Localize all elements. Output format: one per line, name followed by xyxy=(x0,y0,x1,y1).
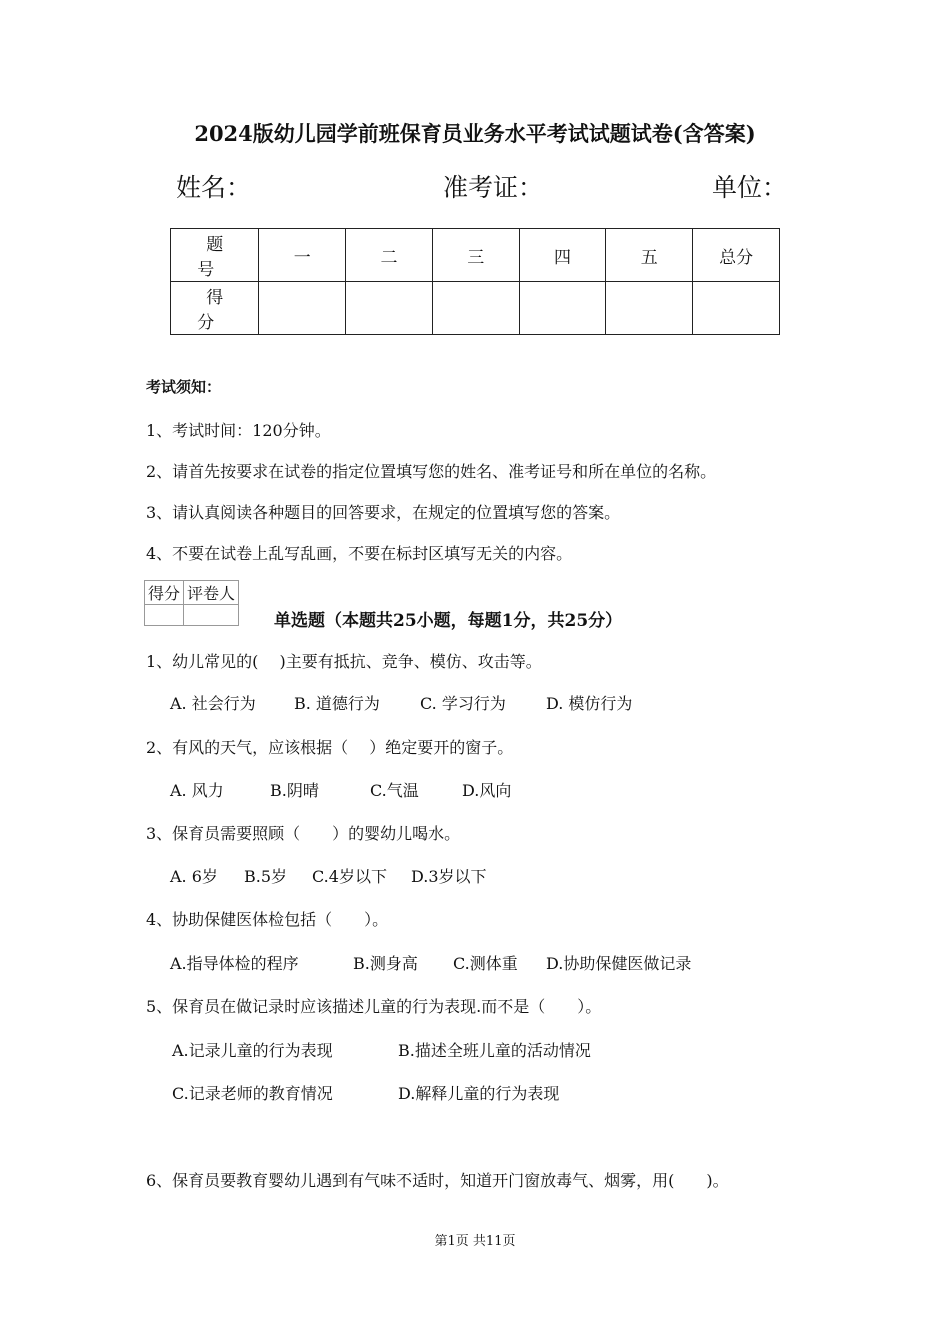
notice-title: 考试须知： xyxy=(146,378,222,396)
option[interactable]: B.测身高 xyxy=(353,954,418,973)
option[interactable]: C.气温 xyxy=(370,781,419,800)
option[interactable]: D.协助保健医做记录 xyxy=(546,954,692,973)
score-table-header-cell: 一 xyxy=(259,229,346,282)
document-title: 2024版幼儿园学前班保育员业务水平考试试题试卷(含答案) xyxy=(194,121,756,146)
option[interactable]: A.记录儿童的行为表现 xyxy=(172,1041,333,1060)
grader-score-cell[interactable] xyxy=(145,605,184,626)
score-cell[interactable] xyxy=(432,282,519,335)
option[interactable]: B.5岁 xyxy=(244,867,288,886)
score-table-score-row xyxy=(171,282,780,335)
score-cell[interactable] xyxy=(259,282,346,335)
unit-label: 单位： xyxy=(712,173,788,202)
score-cell[interactable] xyxy=(693,282,780,335)
score-table-header-row xyxy=(171,229,780,282)
option[interactable]: C.测体重 xyxy=(453,954,518,973)
score-table xyxy=(170,228,780,335)
score-table-header-cell: 五 xyxy=(606,229,693,282)
option[interactable]: A. 社会行为 xyxy=(170,694,256,713)
exam-id-label: 准考证： xyxy=(443,173,544,202)
score-table-header-cell: 总分 xyxy=(693,229,780,282)
grader-box xyxy=(144,580,239,626)
option[interactable]: D.解释儿童的行为表现 xyxy=(398,1084,560,1103)
score-table-header-cell: 题 号 xyxy=(171,229,259,282)
score-table-header-cell: 三 xyxy=(432,229,519,282)
option[interactable]: A. 6岁 xyxy=(170,867,218,886)
notice-item: 3、请认真阅读各种题目的回答要求，在规定的位置填写您的答案。 xyxy=(146,503,621,522)
grader-reviewer-cell[interactable] xyxy=(184,605,239,626)
score-cell[interactable] xyxy=(519,282,606,335)
option[interactable]: C.记录老师的教育情况 xyxy=(172,1084,333,1103)
score-table-header-cell: 四 xyxy=(519,229,606,282)
question-1: 1、幼儿常见的( )主要有抵抗、竞争、模仿、攻击等。 xyxy=(146,652,542,671)
option[interactable]: B. 道德行为 xyxy=(294,694,380,713)
score-table-row-label: 得 分 xyxy=(171,282,259,335)
option[interactable]: A.指导体检的程序 xyxy=(170,954,299,973)
name-label: 姓名： xyxy=(176,173,252,202)
question-2: 2、有风的天气，应该根据（ ）绝定要开的窗子。 xyxy=(146,738,514,757)
score-table-header-cell: 二 xyxy=(346,229,433,282)
option[interactable]: C. 学习行为 xyxy=(420,694,506,713)
page-footer: 第1页 共11页 xyxy=(434,1234,516,1249)
notice-item: 2、请首先按要求在试卷的指定位置填写您的姓名、准考证号和所在单位的名称。 xyxy=(146,462,717,481)
grader-reviewer-label: 评卷人 xyxy=(184,581,239,605)
question-6: 6、保育员要教育婴幼儿遇到有气味不适时，知道开门窗放毒气、烟雾，用( )。 xyxy=(146,1171,729,1190)
notice-item: 1、考试时间：120分钟。 xyxy=(146,421,331,440)
grader-score-label: 得分 xyxy=(145,581,184,605)
option[interactable]: C.4岁以下 xyxy=(312,867,387,886)
option[interactable]: B.描述全班儿童的活动情况 xyxy=(398,1041,591,1060)
score-cell[interactable] xyxy=(346,282,433,335)
question-5: 5、保育员在做记录时应该描述儿童的行为表现.而不是（ ）。 xyxy=(146,997,602,1016)
option[interactable]: D.风向 xyxy=(462,781,512,800)
question-3: 3、保育员需要照顾（ ）的婴幼儿喝水。 xyxy=(146,824,461,843)
notice-item: 4、不要在试卷上乱写乱画，不要在标封区填写无关的内容。 xyxy=(146,544,573,563)
option[interactable]: B.阴晴 xyxy=(270,781,319,800)
option[interactable]: D. 模仿行为 xyxy=(546,694,633,713)
score-cell[interactable] xyxy=(606,282,693,335)
question-4: 4、协助保健医体检包括（ ）。 xyxy=(146,910,389,929)
section-title: 单选题（本题共25小题，每题1分，共25分） xyxy=(274,611,623,631)
option[interactable]: D.3岁以下 xyxy=(411,867,487,886)
option[interactable]: A. 风力 xyxy=(170,781,224,800)
